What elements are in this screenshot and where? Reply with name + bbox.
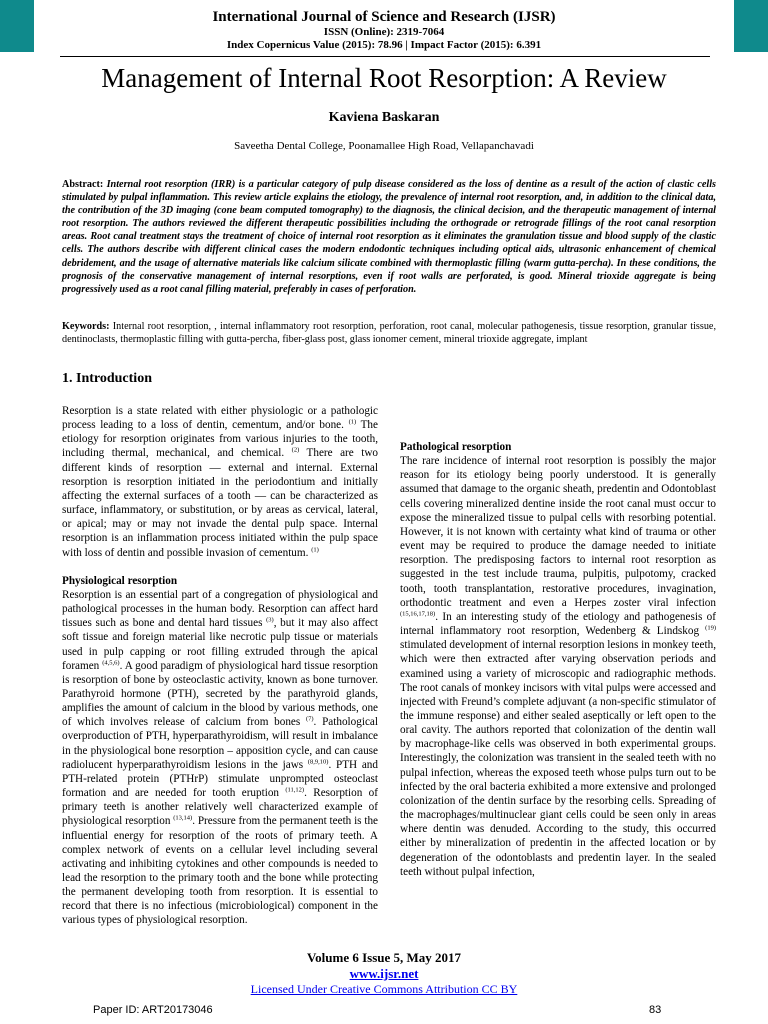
journal-website-link[interactable]: www.ijsr.net <box>349 966 419 981</box>
text-run: . PTH and PTH-related protein (PTHrP) stimulate unprompted osteoclast formation and are needed for tooth eruption <box>62 758 378 800</box>
text-run: . Resorption of primary teeth is another relatively well characterized example of physiological resorption <box>62 787 379 828</box>
left-column <box>62 370 378 928</box>
text-run: The rare incidence of internal root resorption is possibly the major reason for its etiology being poorly understood. It is generally assumed that damage to the organic sheath, predentin and Odontoblast cells covering mineralized dentine inside the root canal must occur to expose the mineralized tissue to pulpal cells with resorbing potential. However, it is not known with certainty what kind of trauma or other event may be required to produce the damage needed to initiate resorption. The predisposing factors to internal root resorption as suggested in the test include trauma, pulpitis, pulpotomy, cracked tooth, tooth transplantation, restorative procedures, invagination, orthodontic treatment and even a Herpes zoster viral infection <box>400 455 716 609</box>
header-rule <box>60 56 710 57</box>
author-name: Kaviena Baskaran <box>328 110 440 125</box>
citation: (1) <box>348 418 357 426</box>
text-run: . Pressure from the permanent teeth is the influential energy for resorption of the roots of primary teeth. A complex network of events on a cellular level including several activating and inhibiting cytokines and other compounds is needed to lead the resorption to the primary tooth and the bone while protecting the permanent developing tooth from resorption. It is essential to record that there is no infectious (microbiological) component in the various types of physiological resorption. <box>62 815 378 927</box>
citation: (15,16,17,18) <box>400 610 436 618</box>
physiological-paragraph <box>62 588 378 928</box>
intro-paragraph <box>62 404 378 560</box>
paper-title: Management of Internal Root Resorption: A Review <box>101 63 667 93</box>
text-run: . A good paradigm of physiological hard tissue resorption is resorption of bone by osteoclastic activity, known as bone turnover. Parathyroid hormone (PTH), secreted by the parathyroid glands, amplifies the amount of calcium in the blood by various methods, one of which involves release of calcium from bones <box>62 659 378 729</box>
section-heading-introduction: 1. Introduction <box>62 371 152 386</box>
abstract <box>62 178 716 296</box>
citation: (13,14) <box>173 814 193 822</box>
license-link[interactable]: Licensed Under Creative Commons Attribution CC BY <box>250 982 518 996</box>
abstract-label: Abstract: <box>62 179 104 190</box>
text-run: Resorption is an essential part of a congregation of physiological and pathological processes in the human body. Resorption can affect hard tissues such as bone and dental hard tissues <box>62 588 378 630</box>
text-run: . In an interesting study of the etiology and pathogenesis of internal inflammatory root resorption, Wedenberg & Lindskog <box>400 610 716 638</box>
citation: (3) <box>266 616 274 624</box>
citation: (4,5,6) <box>102 658 120 666</box>
author-affiliation: Saveetha Dental College, Poonamallee High Road, Vellapanchavadi <box>234 140 534 152</box>
journal-header <box>0 8 768 52</box>
journal-name: International Journal of Science and Research (IJSR) <box>212 9 556 25</box>
citation: (7) <box>305 715 314 723</box>
keywords-text: Internal root resorption, , internal inflammatory root resorption, perforation, root canal, molecular pathogenesis, tissue resorption, granular tissue, dentinoclasts, thermoplastic filling with gutta-percha, fiber-glass post, glass ionomer cement, mineral trioxide aggregate, implant <box>62 321 716 346</box>
page-footer <box>0 950 768 997</box>
citation: (11,12) <box>285 786 305 794</box>
subheading-pathological-resorption: Pathological resorption <box>400 441 512 453</box>
citation: (2) <box>291 446 300 454</box>
text-run: stimulated development of internal resorption lesions in monkey teeth, which were then extracted after varying observation periods and examined using a variety of microscopic and radiographic methods. The root canals of monkey incisors with vital pulps were accessed and injected with Freund’s complete adjuvant (a non-specific stimulator of the immune response) and either sealed aseptically or left open to the oral cavity. The authors reported that colonization of the dentin wall by macrophage-like cells was observed in both experimental groups. Interestingly, the colonization was transient in the sealed teeth with no pulpal infection, whereas the exposed teeth whose pulps turn out to be infected by the oral bacteria exhibited a more extensive and prolonged colonization of the dentin surface by the resorbing cells. Spreading of the macrophages/multinuclear giant cells could be seen only in areas where dentin was denuded. According to the study, this occurred either by mineralization of predentin in the affected location or by degeneration of the odontoblasts and predentin layer. In the sealed teeth without pulpal infection, <box>400 639 716 878</box>
pathological-paragraph <box>400 454 716 879</box>
citation: (8,9,10) <box>307 758 329 766</box>
subheading-physiological-resorption: Physiological resorption <box>62 574 178 587</box>
volume-issue: Volume 6 Issue 5, May 2017 <box>306 950 462 965</box>
citation: (1) <box>311 545 319 553</box>
page-number: 83 <box>649 1004 662 1016</box>
abstract-text: Internal root resorption (IRR) is a particular category of pulp disease considered as the loss of dentine as a result of the action of clastic cells stimulated by pulpal inflammation. This review article explains the etiology, the prevalence of internal root resorption, and, in addition to the clinical data, the contribution of the 3D imaging (cone beam computed tomography) to the diagnosis, the clinical decision, and the therapeutic management of internal root resorption. The authors reviewed the different therapeutic possibilities including the orthograde or retrograde fillings of the root canal resorption areas. Root canal treatment stays the treatment of choice of internal root resorption as it eliminates the granulation tissue and blood supply of the clastic cells. The authors describe with different clinical cases the modern endodontic techniques including optical aids, ultrasonic enhancement of chemical debridement, and the usage of alternative materials like calcium silicate combined with thermoplastic filling (warm gutta-percha). In these conditions, the prognosis of the conservative management of internal resorptions, even if root walls are perforated, is good. Mineral trioxide aggregate is being progressively used as a root canal filling material, preferably in cases of perforation. <box>62 179 717 295</box>
journal-index: Index Copernicus Value (2015): 78.96 | Impact Factor (2015): 6.391 <box>226 39 542 51</box>
keywords-label: Keywords: <box>62 321 110 332</box>
text-run: , but it may also affect soft tissue and foreign material like necrotic pulp tissue or materials used in pulp capping or root filling extruded through the apical foramen <box>62 617 378 672</box>
keywords <box>62 320 716 346</box>
text-run: . Pathological overproduction of PTH, hyperparathyroidism, will result in imbalance in the physiological bone resorption – apposition cycle, and can cause radiolucent hyperparathyroidism lesions in the jaws <box>62 716 378 771</box>
paper-id: Paper ID: ART20173046 <box>93 1004 213 1016</box>
journal-issn: ISSN (Online): 2319-7064 <box>323 26 445 38</box>
text-run: Resorption is a state related with either physiologic or a pathologic process leading to a loss of dentin, cementum, and/or bone. <box>62 405 378 432</box>
text-run: There are two different kinds of resorption — external and internal. External resorption is resorption initiated in the periodontium and initially affecting the external surfaces of a tooth — can be characterized as surface, inflammatory, or substitution, or by areas as cervical, lateral, or apical; may or may not invade the dental pulp space. Internal resorption is an inflammation process initiated within the pulp space with loss of dentin and possible invasion of cementum. <box>62 447 378 559</box>
text-run: The etiology for resorption originates from various injuries to the tooth, including thermal, mechanical, and chemical. <box>62 419 378 460</box>
right-column <box>400 372 716 879</box>
citation: (19) <box>705 624 716 632</box>
